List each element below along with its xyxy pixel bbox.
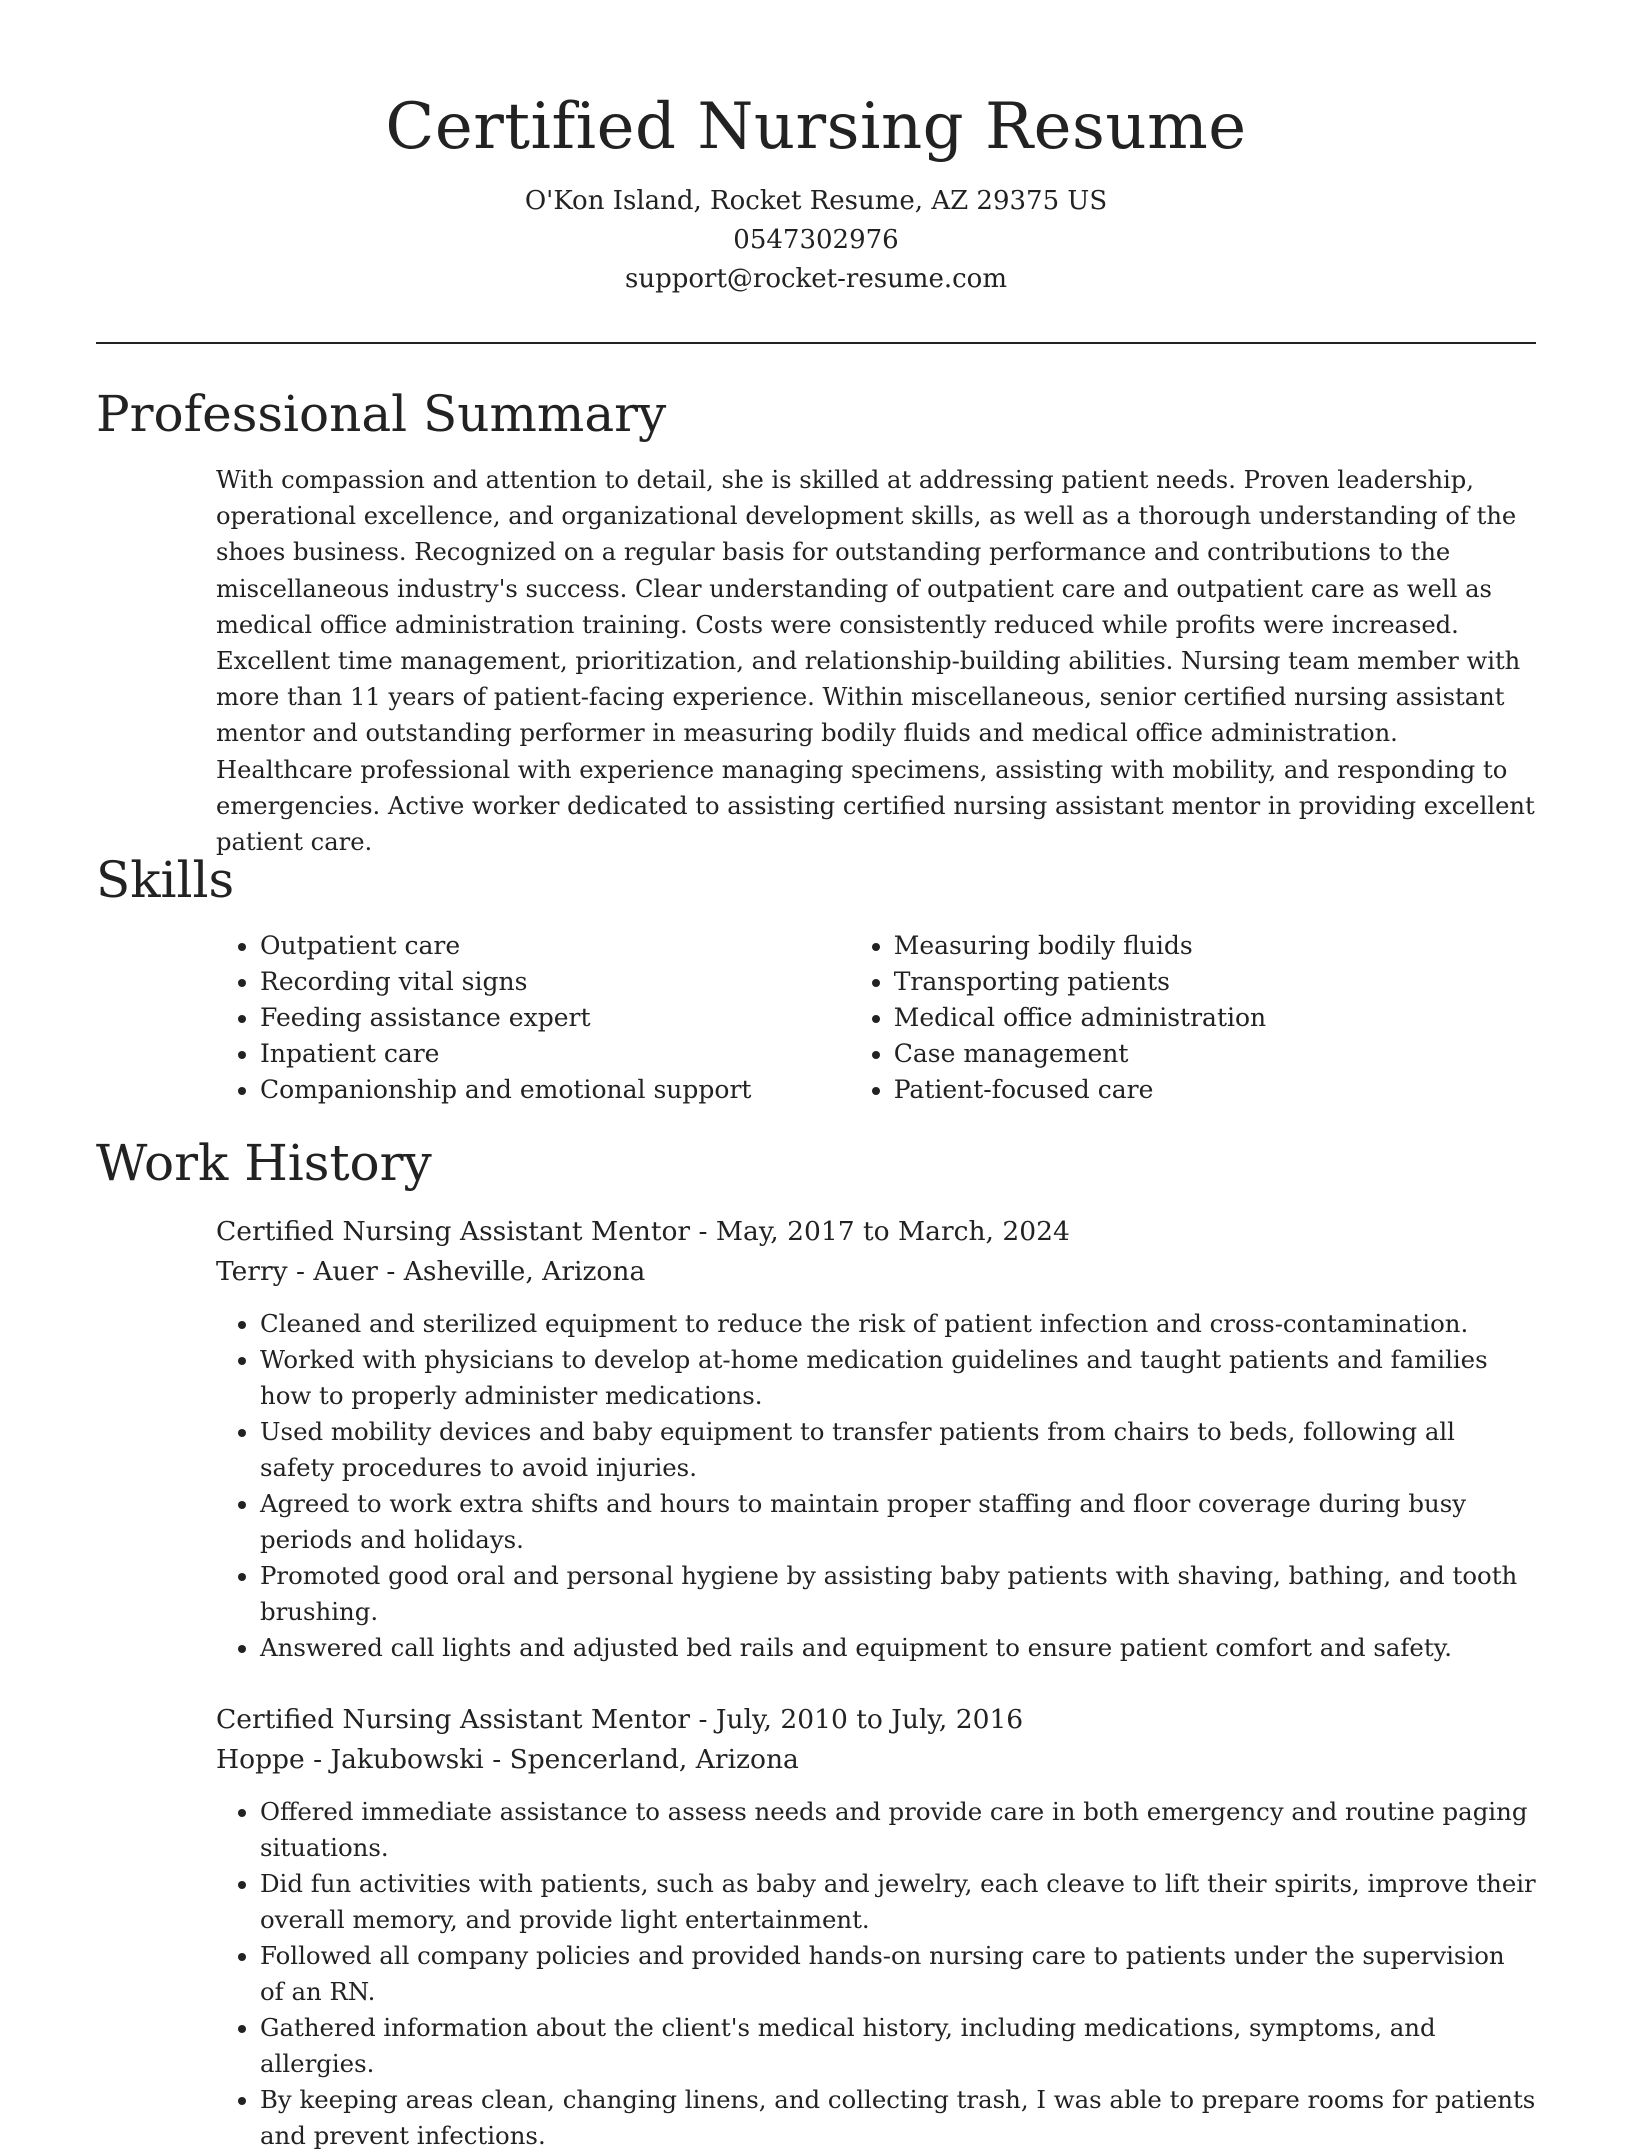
job-title: Certified Nursing Assistant Mentor [216,1704,691,1735]
job-bullets [216,1794,1536,2154]
job-bullet: • Followed all company policies and provided hands-on nursing care to patients under the supervision of an RN. [260,1938,1536,2010]
job-company-line [216,1252,1536,1292]
header-divider [96,342,1536,344]
skill-item: • Inpatient care [260,1036,850,1072]
skill-item: • Medical office administration [894,1000,1536,1036]
job-title-line [216,1700,1536,1740]
contact-email: support@rocket-resume.com [624,264,1007,294]
skills-column-left [216,928,850,1108]
job-title: Certified Nursing Assistant Mentor [216,1216,691,1247]
skill-item: • Patient-focused care [894,1072,1536,1108]
summary-heading: Professional Summary [96,385,667,443]
skills-column-right [850,928,1536,1108]
skill-item: • Recording vital signs [260,964,850,1000]
job-bullets [216,1306,1536,1666]
job-bullet: • Used mobility devices and baby equipment to transfer patients from chairs to beds, following all safety procedures to avoid injuries. [260,1414,1536,1486]
skills-list [216,928,1536,1108]
job-bullet: • Agreed to work extra shifts and hours to maintain proper staffing and floor coverage during busy periods and holidays. [260,1486,1536,1558]
job-bullet: • Cleaned and sterilized equipment to reduce the risk of patient infection and cross-contamination. [260,1306,1536,1342]
resume-title: Certified Nursing Resume [385,90,1247,164]
job-entry [216,1212,1536,1666]
work-history-heading: Work History [96,1134,432,1192]
job-company-line [216,1740,1536,1780]
skill-item: • Companionship and emotional support [260,1072,850,1108]
job-bullet: • Did fun activities with patients, such as baby and jewelry, each cleave to lift their spirits, improve their overall memory, and provide light entertainment. [260,1866,1536,1938]
job-bullet: • Promoted good oral and personal hygiene by assisting baby patients with shaving, bathing, and tooth brushing. [260,1558,1536,1630]
skill-item: • Measuring bodily fluids [894,928,1536,964]
skill-item: • Outpatient care [260,928,850,964]
job-location: - Spencerland, Arizona [483,1744,799,1775]
job-bullet: • Worked with physicians to develop at-home medication guidelines and taught patients and families how to properly administer medications. [260,1342,1536,1414]
job-bullet: • Answered call lights and adjusted bed rails and equipment to ensure patient comfort and safety. [260,1630,1536,1666]
skill-item: • Feeding assistance expert [260,1000,850,1036]
job-dates: - July, 2010 to July, 2016 [690,1704,1024,1735]
skill-item: • Transporting patients [894,964,1536,1000]
job-company: Hoppe - Jakubowski [216,1744,484,1775]
skills-heading: Skills [96,851,235,909]
job-dates: - May, 2017 to March, 2024 [690,1216,1070,1247]
resume-header [0,0,1632,299]
job-bullet: • By keeping areas clean, changing linens, and collecting trash, I was able to prepare rooms for patients and prevent infections. [260,2082,1536,2154]
contact-block [0,182,1632,299]
job-bullet: • Offered immediate assistance to assess needs and provide care in both emergency and routine paging situations. [260,1794,1536,1866]
contact-address: O'Kon Island, Rocket Resume, AZ 29375 US [524,186,1108,216]
skill-item: • Case management [894,1036,1536,1072]
job-bullet: • Gathered information about the client's medical history, including medications, symptoms, and allergies. [260,2010,1536,2082]
job-entry [216,1700,1536,2154]
contact-phone: 0547302976 [733,225,899,255]
job-title-line [216,1212,1536,1252]
job-company: Terry - Auer [216,1256,378,1287]
summary-text: With compassion and attention to detail, she is skilled at addressing patient needs. Proven leadership, operational excellence, and organizational development skills, as well as a thorough understanding of the shoes business. Recognized on a regular basis for outstanding performance and contributions to the miscellaneous industry's success. Clear understanding of outpatient care and outpatient care as well as medical office administration training. Costs were consistently reduced while profits were increased. Excellent time management, prioritization, and relationship-building abilities. Nursing team member with more than 11 years of patient-facing experience. Within miscellaneous, senior certified nursing assistant mentor and outstanding performer in measuring bodily fluids and medical office administration. Healthcare professional with experience managing specimens, assisting with mobility, and responding to emergencies. Active worker dedicated to assisting certified nursing assistant mentor in providing excellent patient care. [216,466,1535,857]
job-location: - Asheville, Arizona [377,1256,646,1287]
